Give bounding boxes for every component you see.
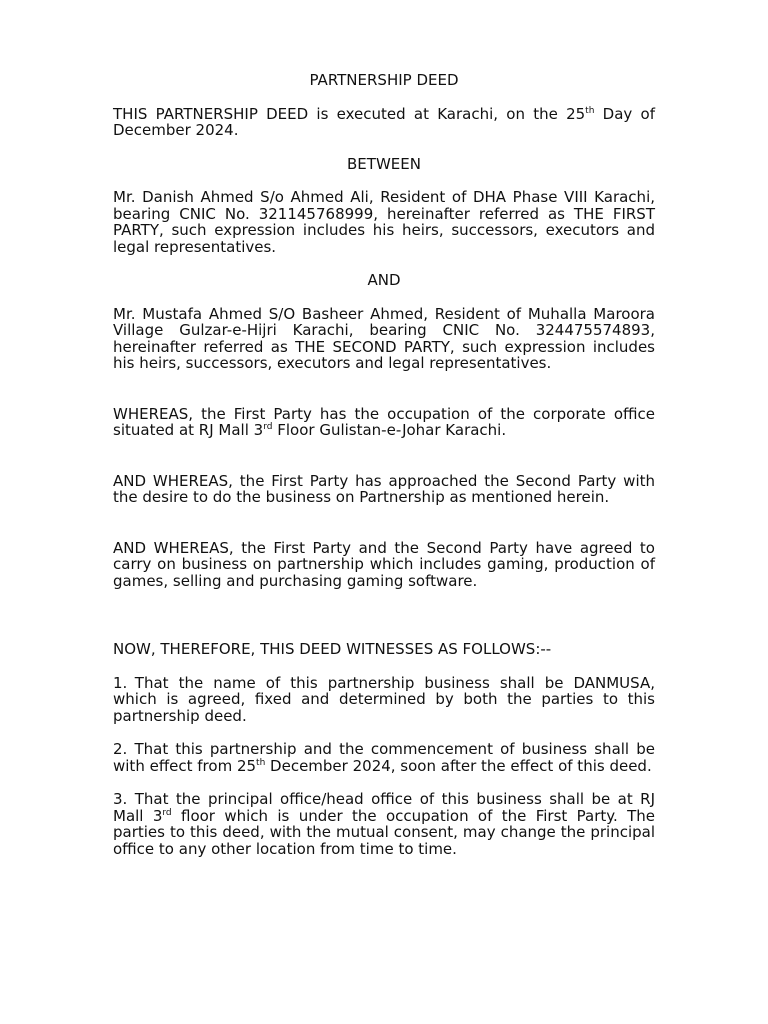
document-title: PARTNERSHIP DEED: [309, 71, 459, 89]
between-heading: BETWEEN: [347, 154, 421, 173]
whereas-1-text: WHEREAS, the First Party has the occupation of the corporate office situated at RJ Mall 3: [113, 404, 655, 439]
whereas-paragraph-1: [113, 406, 655, 439]
and-heading: AND: [367, 271, 401, 289]
clause-2-text: 2. That this partnership and the commencement of business shall be with effect from 25: [113, 740, 655, 775]
clause-3-text: 3. That the principal office/head office of this business shall be at RJ Mall 3: [113, 790, 655, 825]
clause-3-superscript: rd: [162, 807, 172, 818]
clause-2: [113, 741, 655, 774]
first-party-paragraph: Mr. Danish Ahmed S/o Ahmed Ali, Resident of DHA Phase VIII Karachi, bearing CNIC No. 321145768999, hereinafter referred as THE FIRST PARTY, such expression includes his heirs, successors, executors and legal representatives.: [113, 188, 655, 256]
clause-2-text-end: December 2024, soon after the effect of this deed.: [265, 756, 652, 775]
witnesses-heading: NOW, THEREFORE, THIS DEED WITNESSES AS FOLLOWS:--: [113, 640, 552, 658]
document-page: [113, 72, 655, 874]
whereas-1-text-end: Floor Gulistan-e-Johar Karachi.: [272, 421, 507, 439]
clause-3-text-end: floor which is under the occupation of the First Party. The parties to this deed, with the mutual consent, may change the principal office to any other location from time to time.: [113, 806, 655, 858]
intro-text-end: Day of December 2024.: [113, 104, 655, 139]
clause-1: 1. That the name of this partnership business shall be DANMUSA, which is agreed, fixed and determined by both the parties to this partnership deed.: [113, 673, 655, 725]
intro-superscript: th: [585, 105, 595, 116]
intro-text: THIS PARTNERSHIP DEED is executed at Karachi, on the 25: [113, 104, 586, 123]
whereas-paragraph-3: AND WHEREAS, the First Party and the Second Party have agreed to carry on business on partnership which includes gaming, production of games, selling and purchasing gaming software.: [113, 538, 655, 590]
clause-2-superscript: th: [256, 757, 266, 768]
whereas-paragraph-2: AND WHEREAS, the First Party has approached the Second Party with the desire to do the business on Partnership as mentioned herein.: [113, 471, 655, 506]
whereas-1-superscript: rd: [263, 422, 273, 432]
intro-paragraph: [113, 106, 655, 139]
clause-3: [113, 791, 655, 857]
second-party-paragraph: Mr. Mustafa Ahmed S/O Basheer Ahmed, Resident of Muhalla Maroora Village Gulzar-e-Hijri Karachi, bearing CNIC No. 324475574893, hereinafter referred as THE SECOND PARTY, such expression includes his heirs, successors, executors and legal representatives.: [113, 304, 655, 372]
